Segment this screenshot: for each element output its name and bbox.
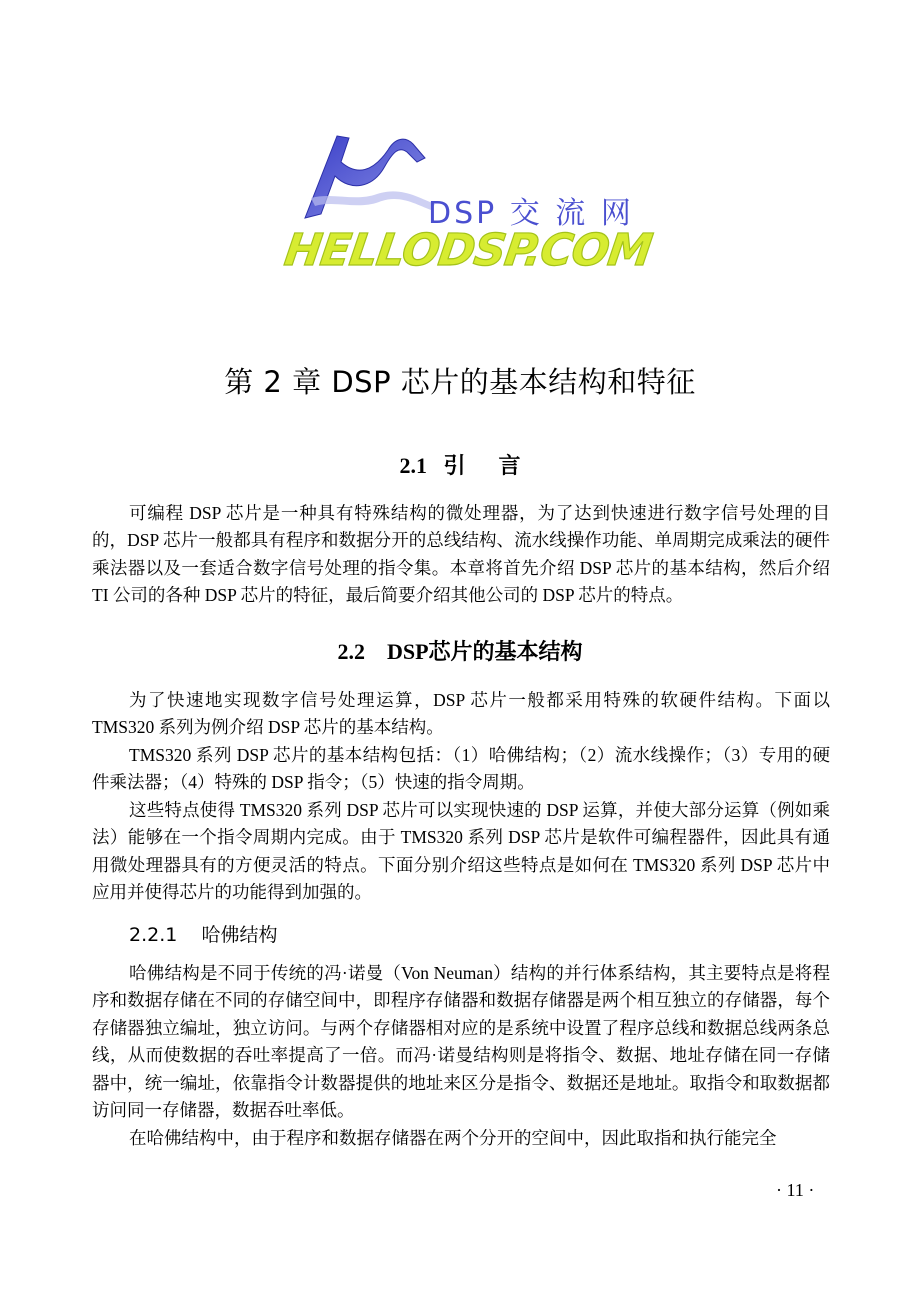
logo-english-text: HELLODSP.COM — [281, 225, 655, 276]
page-number: · 11 · — [776, 1180, 815, 1200]
hellodsp-logo — [281, 132, 655, 276]
paragraph-2-2-b: TMS320 系列 DSP 芯片的基本结构包括：（1）哈佛结构；（2）流水线操作；（3）专用的硬件乘法器；（4）特殊的 DSP 指令；（5）快速的指令周期。 — [92, 745, 830, 793]
section-heading-2-1: 2.1 引 言 — [399, 453, 521, 478]
paragraph-2-2-c: 这些特点使得 TMS320 系列 DSP 芯片可以实现快速的 DSP 运算，并使大部分运算（例如乘法）能够在一个指令周期内完成。由于 TMS320 系列 DSP 芯片是软件可编程器件，因此具有通用微处理器具有的方便灵活的特点。下面分别介绍这些特点是如何在 TMS320 系列 DSP 芯片中应用并使得芯片的功能得到加强的。 — [92, 800, 830, 903]
paragraph-2-2-a: 为了快速地实现数字信号处理运算，DSP 芯片一般都采用特殊的软硬件结构。下面以 TMS320 系列为例介绍 DSP 芯片的基本结构。 — [92, 690, 830, 738]
paragraph-intro: 可编程 DSP 芯片是一种具有特殊结构的微处理器，为了达到快速进行数字信号处理的目的，DSP 芯片一般都具有程序和数据分开的总线结构、流水线操作功能、单周期完成乘法的硬件乘法器以及一套适合数字信号处理的指令集。本章将首先介绍 DSP 芯片的基本结构，然后介绍 TI 公司的各种 DSP 芯片的特征，最后简要介绍其他公司的 DSP 芯片的特点。 — [92, 503, 830, 606]
section-heading-2-2: 2.2 DSP芯片的基本结构 — [337, 639, 583, 664]
paragraph-harvard-a: 哈佛结构是不同于传统的冯·诺曼（Von Neuman）结构的并行体系结构，其主要特点是将程序和数据存储在不同的存储空间中，即程序存储器和数据存储器是两个相互独立的存储器，每个存储器独立编址，独立访问。与两个存储器相对应的是系统中设置了程序总线和数据总线两条总线，从而使数据的吞吐率提高了一倍。而冯·诺曼结构则是将指令、数据、地址存储在同一存储器中，统一编址，依靠指令计数器提供的地址来区分是指令、数据还是地址。取指令和取数据都访问同一存储器，数据吞吐率低。 — [92, 963, 830, 1121]
subsection-heading-2-2-1: 2.2.1 哈佛结构 — [129, 924, 278, 946]
logo-chinese-text: DSP 交 流 网 — [428, 196, 634, 231]
paragraph-harvard-b: 在哈佛结构中，由于程序和数据存储器在两个分开的空间中，因此取指和执行能完全 — [129, 1128, 777, 1148]
chapter-title: 第 2 章 DSP 芯片的基本结构和特征 — [224, 365, 696, 399]
